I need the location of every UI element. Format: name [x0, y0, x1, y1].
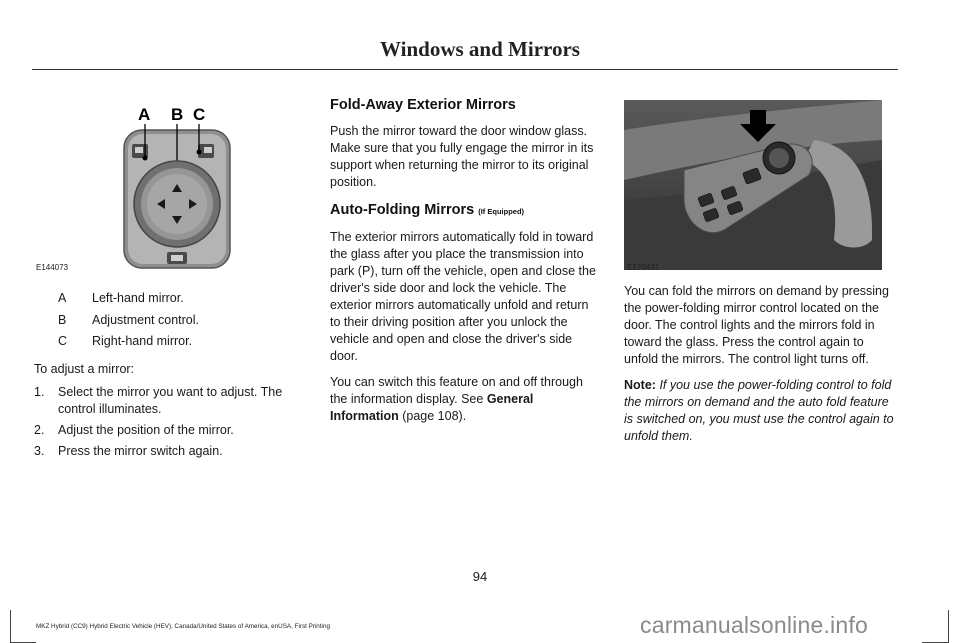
right-column: [624, 283, 896, 445]
page-title: Windows and Mirrors: [380, 37, 580, 61]
legend-key: B: [58, 313, 67, 327]
legend-text: Right-hand mirror.: [92, 334, 193, 348]
footer-text: MKZ Hybrid (CC9) Hybrid Electric Vehicle (HEV), Canada/United States of America, enUSA, First Printing: [36, 623, 330, 630]
auto-folding-switch-text: [330, 374, 602, 425]
note-text: If you use the power-folding control to fold the mirrors on demand and the auto fold feature is switched on, you must use the control again to unfold them.: [624, 378, 894, 443]
page-number: 94: [472, 569, 488, 584]
step-text: Select the mirror you want to adjust. The control illuminates.: [58, 385, 283, 416]
auto-folding-heading: [330, 202, 602, 220]
step-item: [34, 422, 306, 439]
legend-row: [0, 313, 330, 330]
legend-text: Adjustment control.: [92, 313, 199, 327]
watermark: carmanualsonline.info: [640, 612, 868, 638]
switch-text: You can switch this feature on and off through the information display. See: [330, 375, 583, 406]
step-item: [34, 443, 306, 460]
fold-away-text: Push the mirror toward the door window glass. Make sure that you fully engage the mirror in its support when returning the mirror to its original position.: [330, 124, 594, 189]
adjust-intro: To adjust a mirror:: [34, 362, 135, 376]
general-information-link[interactable]: General Information: [330, 392, 534, 423]
legend-row: [0, 334, 330, 351]
fold-mirror-icon: [167, 252, 187, 264]
step-number: 3.: [34, 444, 45, 458]
demand-text: You can fold the mirrors on demand by pressing the power-folding mirror control located on the door. The control lights and the mirrors fold in toward the glass. Press the control again to unfold the mirrors. The control light turns off.: [624, 284, 889, 366]
step-number: 1.: [34, 385, 45, 399]
figure-code-left: E144073: [36, 263, 69, 272]
crop-mark: [948, 610, 949, 643]
adjust-procedure: [34, 361, 306, 464]
mirror-control-figure: [118, 100, 236, 270]
adjust-steps: [34, 384, 306, 460]
step-text: Adjust the position of the mirror.: [58, 423, 234, 437]
legend-row: [0, 291, 330, 308]
fold-away-heading: Fold-Away Exterior Mirrors: [330, 97, 516, 113]
note-label: Note:: [624, 378, 656, 392]
legend-text: Left-hand mirror.: [92, 291, 184, 305]
header-divider: [32, 69, 898, 70]
auto-folding-title: Auto-Folding Mirrors: [330, 202, 475, 218]
legend-key: C: [58, 334, 68, 348]
middle-column: [330, 97, 602, 425]
figure-code-right: E170431: [627, 263, 660, 272]
legend-key: A: [58, 291, 67, 305]
mirror-control-illustration: [118, 100, 236, 270]
equipped-tag: (If Equipped): [478, 207, 525, 216]
page-reference: (page 108).: [402, 409, 467, 423]
label-c: C: [193, 105, 206, 124]
note-paragraph: [624, 377, 896, 445]
step-item: [34, 384, 306, 418]
auto-folding-text: The exterior mirrors automatically fold in toward the glass after you place the transmission into park (P), turn off the vehicle, open and close the driver's side door and lock the vehicle. The exterior mirrors automatically unfold and return to their driving position after you unlock the vehicle and open and close the driver's side door.: [330, 230, 596, 363]
door-panel-illustration: [624, 100, 882, 270]
door-control-photo: [624, 100, 882, 270]
label-a: A: [138, 105, 151, 124]
crop-mark: [10, 610, 11, 643]
step-number: 2.: [34, 423, 45, 437]
label-b: B: [171, 105, 184, 124]
step-text: Press the mirror switch again.: [58, 444, 223, 458]
